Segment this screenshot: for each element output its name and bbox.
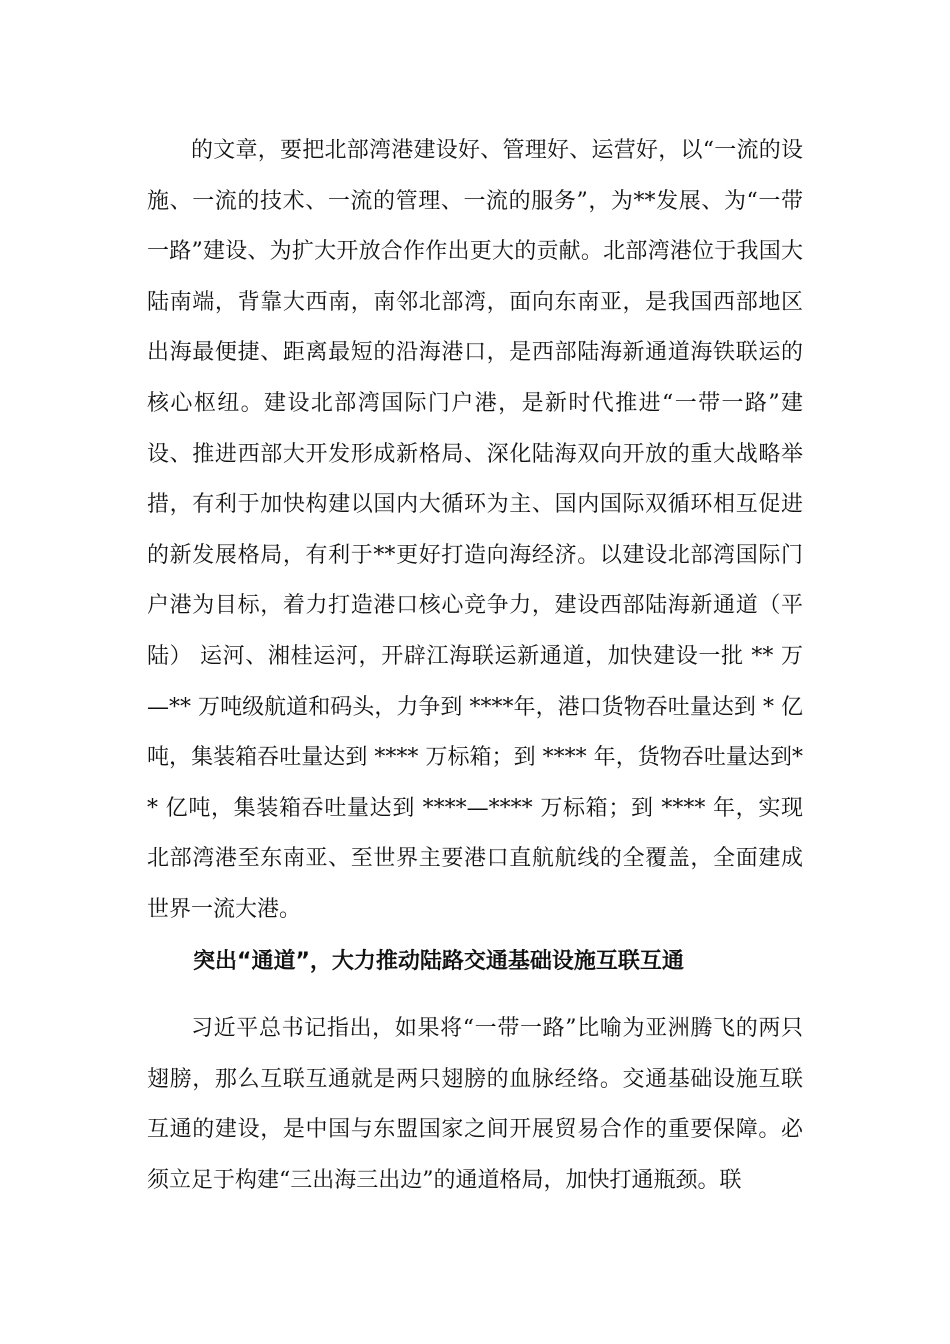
body-paragraph-2: 习近平总书记指出，如果将“一带一路”比喻为亚洲腾飞的两只翅膀，那么互联互通就是两只翅膀的血脉经络。交通基础设施互联互通的建设，是中国与东盟国家之间开展贸易合作的重要保障。必须立足于构建“三出海三出边”的通道格局，加快打通瓶颈。联 (147, 1016, 803, 1193)
section-heading: 突出“通道”，大力推动陆路交通基础设施互联互通 (193, 949, 684, 974)
body-paragraph-1: 的文章，要把北部湾港建设好、管理好、运营好，以“一流的设施、一流的技术、一流的管理、一流的服务”，为**发展、为“一带一路”建设、为扩大开放合作作出更大的贡献。北部湾港位于我国大陆南端，背靠大西南，南邻北部湾，面向东南亚，是我国西部地区出海最便捷、距离最短的沿海港口，是西部陆海新通道海铁联运的核心枢纽。建设北部湾国际门户港，是新时代推进“一带一路”建设、推进西部大开发形成新格局、深化陆海双向开放的重大战略举措，有利于加快构建以国内大循环为主、国内国际双循环相互促进的新发展格局，有利于**更好打造向海经济。以建设北部湾国际门户港为目标，着力打造港口核心竞争力，建设西部陆海新通道（平陆） 运河、湘桂运河，开辟江海联运新通道，加快建设一批 ** 万—** 万吨级航道和码头，力争到 ****年，港口货物吞吐量达到 * 亿吨，集装箱吞吐量达到 **** 万标箱；到 **** 年，货物吞吐量达到** 亿吨，集装箱吞吐量达到 ****—**** 万标箱；到 **** 年，实现北部湾港至东南亚、至世界主要港口直航航线的全覆盖，全面建成世界一流大港。 (147, 138, 803, 922)
